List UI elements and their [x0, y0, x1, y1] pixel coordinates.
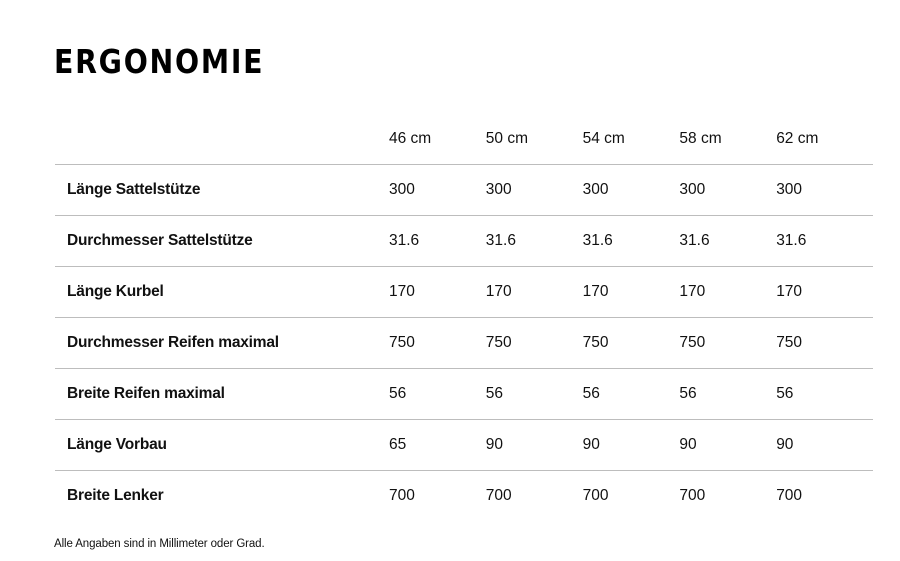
table-row — [55, 165, 873, 216]
table-cell: 56 — [776, 369, 873, 420]
table-cell: 750 — [679, 318, 776, 369]
table-cell: 300 — [486, 165, 583, 216]
table-cell: 700 — [485, 487, 512, 504]
table-cell: 56 — [486, 369, 583, 420]
table-cell: 31.6 — [679, 216, 776, 267]
table-cell: 31.6 — [486, 216, 583, 267]
header-empty-cell — [55, 114, 389, 165]
footnote: Alle Angaben sind in Millimeter oder Grad. — [54, 538, 265, 550]
table-cell: 700 — [582, 487, 609, 504]
row-label: Breite Lenker — [67, 487, 164, 504]
table-cell: 170 — [486, 267, 583, 318]
table-cell: 300 — [679, 165, 776, 216]
column-header: 58 cm — [679, 114, 776, 165]
table-cell: 170 — [776, 267, 873, 318]
table-cell: 65 — [389, 420, 486, 471]
table-cell: 90 — [583, 420, 680, 471]
column-header: 50 cm — [486, 114, 583, 165]
row-label: Länge Vorbau — [55, 420, 389, 471]
column-header: 62 cm — [776, 114, 873, 165]
table-cell: 300 — [776, 165, 873, 216]
table-row — [55, 216, 873, 267]
table-cell: 31.6 — [389, 216, 486, 267]
column-header: 46 cm — [389, 114, 486, 165]
table-cell: 750 — [776, 318, 873, 369]
table-row — [55, 471, 873, 522]
table-cell: 90 — [776, 420, 873, 471]
table-row — [55, 267, 873, 318]
row-label: Breite Reifen maximal — [55, 369, 389, 420]
table-cell: 31.6 — [776, 216, 873, 267]
table-cell: 90 — [679, 420, 776, 471]
column-header: 54 cm — [583, 114, 680, 165]
table-cell: 750 — [389, 318, 486, 369]
row-label: Länge Sattelstütze — [55, 165, 389, 216]
table-row — [55, 420, 873, 471]
table-cell: 750 — [486, 318, 583, 369]
table-cell: 170 — [583, 267, 680, 318]
ergonomics-table — [55, 114, 873, 521]
table-cell: 31.6 — [583, 216, 680, 267]
row-label: Durchmesser Sattelstütze — [55, 216, 389, 267]
table-cell: 56 — [389, 369, 486, 420]
table-row — [55, 318, 873, 369]
table-cell: 750 — [583, 318, 680, 369]
table-header-row — [55, 114, 873, 165]
table-cell: 170 — [679, 267, 776, 318]
row-label: Durchmesser Reifen maximal — [55, 318, 389, 369]
table-row — [55, 369, 873, 420]
table-cell: 300 — [583, 165, 680, 216]
table-cell: 90 — [486, 420, 583, 471]
table-cell: 700 — [389, 487, 415, 504]
table-cell: 700 — [679, 487, 706, 504]
table-cell: 300 — [389, 165, 486, 216]
table-cell: 56 — [679, 369, 776, 420]
table-cell: 56 — [583, 369, 680, 420]
table-cell: 170 — [389, 267, 486, 318]
row-label: Länge Kurbel — [55, 267, 389, 318]
page-title: ERGONOMIE — [54, 42, 265, 81]
table-cell: 700 — [776, 487, 803, 504]
